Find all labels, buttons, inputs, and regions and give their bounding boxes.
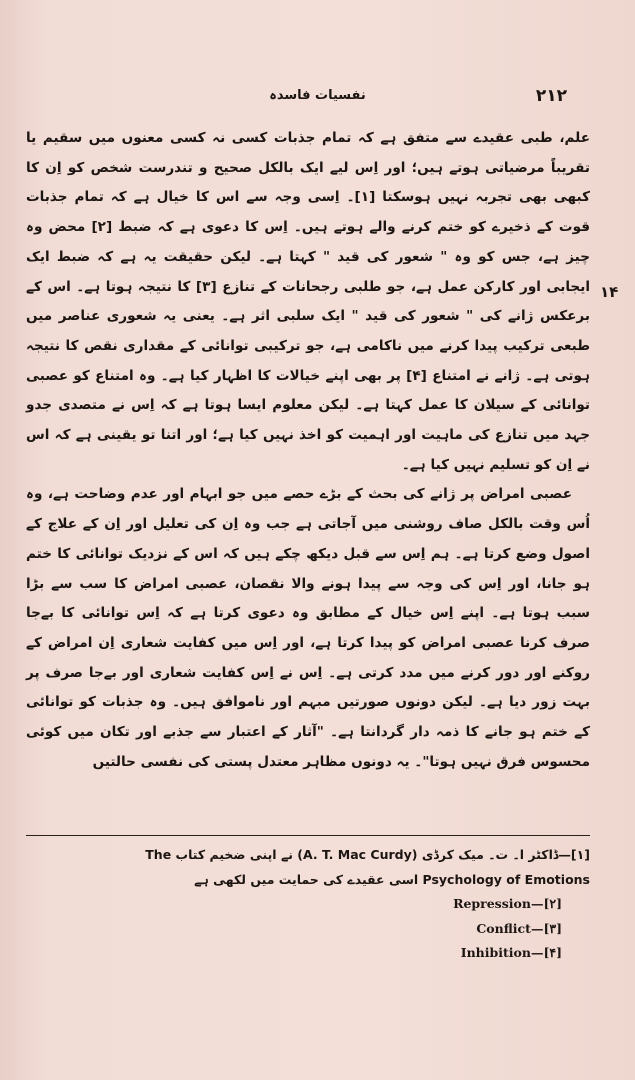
footnote-4: [۴]—Inhibition bbox=[460, 945, 562, 960]
footnote-3: [۳]—Conflict bbox=[476, 920, 562, 936]
footnote-1-line-2: Psychology of Emotions اسی عقیدے کی حمایت میں لکھی ہے bbox=[194, 871, 590, 887]
footnotes bbox=[22, 843, 590, 966]
footnote-1-line-1: [۱]—ڈاکٹر ا۔ ت۔ میک کرڈی (A. T. Mac Curdy) نے اپنی ضخیم کتاب The bbox=[145, 847, 590, 862]
footnote-2: [۲]—Repression bbox=[453, 896, 562, 911]
page-number: ۲۱۲ bbox=[535, 86, 567, 106]
page-header bbox=[0, 86, 635, 110]
paragraph-2: عصبی امراض پر ژانے کی بحث کے بڑے حصے میں جو ابہام اور عدم وضاحت ہے، وہ اُس وقت بالکل صاف روشنی میں آجاتی ہے جب وہ اِن کی تعلیل اور اِن کے علاج کے اصول وضع کرتا ہے۔ ہم اِس سے قبل دیکھ چکے ہیں کہ اس کے نزدیک توانائی کا ختم ہو جانا، اور اِس کی وجہ سے پیدا ہونے والا نقصان، عصبی امراض کا سب سے بڑا سبب ہوتا ہے۔ اپنے اِس خیال کے مطابق وہ دعوی کرتا ہے کہ اِس توانائی کا بےجا صرف کرنا عصبی امراض کو پیدا کرتا ہے، اور اِس میں کفایت شعاری اِن امراض کے روکنے اور دور کرنے میں مدد کرتی ہے۔ اِس نے اِس کفایت شعاری اور بےجا صرف پر بہت زور دیا ہے۔ لیکن دونوں صورتیں مبہم اور ناموافق ہیں۔ وہ جذبات کو توانائی کے ختم ہو جانے کا ذمہ دار گردانتا ہے۔ "آثار کے اعتبار سے جذبے اور تکان میں کوئی محسوس فرق نہیں ہوتا"۔ یہ دونوں مظاہر معتدل پستی کی نفسی حالتیں bbox=[26, 486, 590, 770]
running-title: نفسیات فاسدہ bbox=[269, 88, 366, 103]
body-text bbox=[26, 124, 590, 777]
footnote-divider bbox=[26, 835, 590, 836]
margin-note: ۱۴ bbox=[600, 283, 619, 301]
paragraph-1: علم، طبی عقیدے سے متفق ہے کہ تمام جذبات کسی نہ کسی معنوں میں سقیم یا تقریباً مرضیاتی ہوتے ہیں؛ اور اِس لیے ایک بالکل صحیح و تندرست شخص کو اِن کا کبھی بھی تجربہ نہیں ہوسکتا [۱]۔ اِسی وجہ سے اس کا خیال ہے کہ تمام جذبات قوت کے ذخیرے کو ختم کرنے والے ہوتے ہیں۔ اِس کا دعوی ہے کہ ضبط [۲] محض وہ چیز ہے، جس کو وہ " شعور کی قید " کہتا ہے۔ لیکن حقیقت یہ ہے کہ ضبط ایک ایجابی اور کارکن عمل ہے، جو طلبی رجحانات کے تنازع [۳] کا نتیجہ ہوتا ہے۔ اس کے برعکس ژانے کی " شعور کی قید " ایک سلبی اثر ہے۔ یعنی یہ شعوری عناصر میں طبعی ترکیب پیدا کرنے میں ناکامی ہے، جو ترکیبی توانائی کے مقداری نقص کا نتیجہ ہوتی ہے۔ ژانے نے امتناع [۴] پر بھی اپنے خیالات کا اظہار کیا ہے۔ وہ امتناع کو عصبی توانائی کے سیلان کا عمل کہتا ہے۔ لیکن معلوم ایسا ہوتا ہے کہ اِس نے متصدی جدو جہد میں تنازع کی ماہیت اور اہمیت کو اخذ نہیں کیا ہے؛ اور اتنا تو یقینی ہے کہ اس نے اِن کو تسلیم نہیں کیا ہے۔ bbox=[26, 130, 590, 473]
